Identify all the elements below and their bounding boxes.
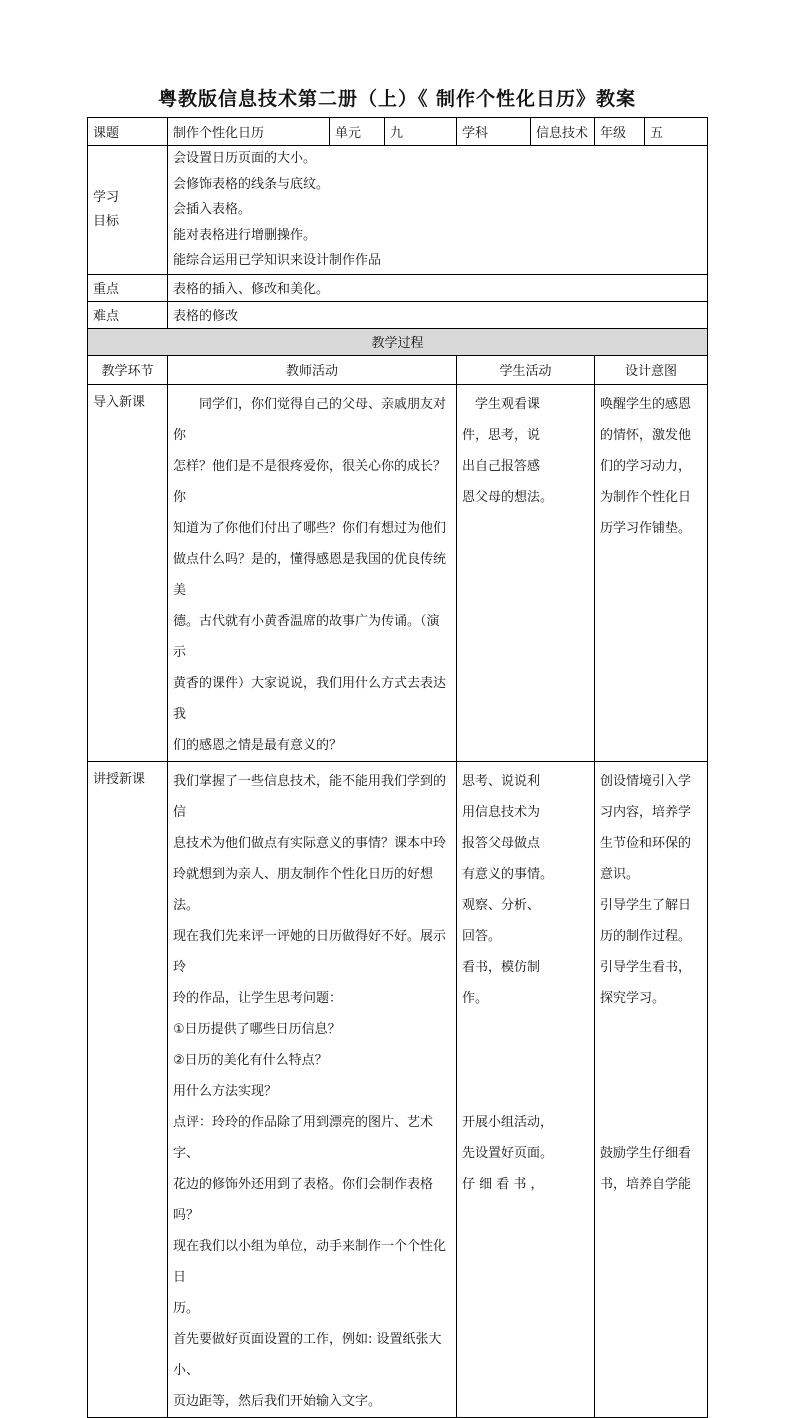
intro-student-activity [457, 384, 595, 761]
teach-student-activity [457, 761, 595, 1417]
objective-item: 能对表格进行增删操作。 [173, 227, 317, 243]
difficulty-row [88, 301, 708, 328]
text-line: 件，思考，说 [462, 427, 541, 443]
intro-design-intent [595, 384, 708, 761]
text-line: 首先要做好页面设置的工作，例如: 设置纸张大小、 [173, 1331, 442, 1378]
text-line: 生节俭和环保的 [600, 835, 692, 851]
text-line: 花边的修饰外还用到了表格。你们会制作表格吗？ [173, 1176, 434, 1223]
text-line: 出自己报答感 [462, 458, 541, 474]
info-row [88, 118, 708, 146]
course-value: 制作个性化日历 [168, 118, 330, 146]
text-line: 恩父母的想法。 [462, 489, 554, 505]
header-stage: 教学环节 [88, 355, 168, 384]
text-line: 习内容，培养学 [600, 804, 692, 820]
text-line: 们的感恩之情是最有意义的？ [173, 737, 343, 753]
text-line: 书，培养自学能 [600, 1176, 692, 1192]
text-line: 探究学习。 [600, 990, 666, 1006]
objective-item: 会设置日历页面的大小。 [173, 151, 317, 166]
text-line: 鼓励学生仔细看 [600, 1145, 692, 1161]
text-line: 仔 细 看 书 ， [462, 1176, 544, 1192]
text-line: 玲的作品，让学生思考问题： [173, 990, 343, 1006]
teach-design-intent [595, 761, 708, 1417]
text-line: 页边距等，然后我们开始输入文字。 [173, 1393, 382, 1409]
grade-label: 年级 [595, 118, 645, 146]
text-line: 引导学生看书， [600, 959, 692, 975]
objectives-row [88, 146, 708, 275]
text-line: 我们掌握了一些信息技术，能不能用我们学到的信 [173, 773, 447, 820]
objectives-label [88, 146, 168, 275]
text-line: 同学们，你们觉得自己的父母、亲戚朋友对你 [173, 396, 447, 443]
text-line: 现在我们先来评一评她的日历做得好不好。展示玲 [173, 928, 447, 975]
text-line: 历学习作铺垫。 [600, 520, 692, 536]
objective-item: 会插入表格。 [173, 202, 252, 217]
text-line: 思考、说说利 [462, 773, 541, 789]
key-point-label: 重点 [88, 274, 168, 301]
text-line: 做点什么吗？是的，懂得感恩是我国的优良传统美 [173, 551, 447, 598]
course-label: 课题 [88, 118, 168, 146]
column-header-row [88, 355, 708, 384]
unit-value: 九 [385, 118, 457, 146]
objectives-list [168, 146, 708, 275]
teach-teacher-activity [168, 761, 457, 1417]
objective-item: 能综合运用已学知识来设计制作作品 [173, 253, 382, 268]
difficulty-text: 表格的修改 [168, 301, 708, 328]
text-line: 学生观看课 [475, 396, 541, 412]
text-line: 唤醒学生的感恩 [600, 396, 692, 412]
text-line: 们的学习动力， [600, 458, 692, 474]
text-line: 用什么方法实现？ [173, 1083, 278, 1099]
text-line: 息技术为他们做点有实际意义的事情？课本中玲 [173, 835, 447, 851]
text-line: 看书，模仿制 [462, 959, 541, 975]
text-line: 知道为了你他们付出了哪些？你们有想过为他们 [173, 520, 447, 536]
key-point-row [88, 274, 708, 301]
text-line: 观察、分析、 [462, 897, 541, 913]
text-line: 意识。 [600, 866, 640, 882]
intro-row [88, 384, 708, 761]
teach-stage: 讲授新课 [88, 761, 168, 1417]
process-title: 教学过程 [88, 328, 708, 355]
objectives-label-line2: 目标 [93, 213, 120, 229]
text-line: 有意义的事情。 [462, 866, 554, 882]
text-line: ①日历提供了哪些日历信息？ [173, 1021, 341, 1037]
text-line: 回答。 [462, 928, 502, 944]
header-design: 设计意图 [595, 355, 708, 384]
intro-stage: 导入新课 [88, 384, 168, 761]
header-student: 学生活动 [457, 355, 595, 384]
text-line: 为制作个性化日 [600, 489, 692, 505]
text-line: ②日历的美化有什么特点？ [173, 1052, 328, 1068]
process-title-row [88, 328, 708, 355]
text-line: 开展小组活动， [462, 1114, 554, 1130]
grade-value: 五 [645, 118, 708, 146]
text-line: 报答父母做点 [462, 835, 541, 851]
key-point-text: 表格的插入、修改和美化。 [168, 274, 708, 301]
text-line: 现在我们以小组为单位，动手来制作一个个性化日 [173, 1238, 447, 1285]
text-line: 用信息技术为 [462, 804, 541, 820]
intro-teacher-activity [168, 384, 457, 761]
teach-row [88, 761, 708, 1417]
unit-label: 单元 [330, 118, 385, 146]
text-line: 怎样？他们是不是很疼爱你，很关心你的成长？你 [173, 458, 447, 505]
text-line: 创设情境引入学 [600, 773, 692, 789]
text-line: 引导学生了解日 [600, 897, 692, 913]
text-line: 点评：玲玲的作品除了用到漂亮的图片、艺术字、 [173, 1114, 434, 1161]
difficulty-label: 难点 [88, 301, 168, 328]
subject-label: 学科 [457, 118, 531, 146]
text-line: 德。古代就有小黄香温席的故事广为传诵。（演示 [173, 613, 440, 660]
spacer [600, 1014, 702, 1138]
document-title: 粤教版信息技术第二册（上）《 制作个性化日历》教案 [157, 88, 637, 110]
text-line: 先设置好页面。 [462, 1145, 554, 1161]
objectives-label-line1: 学习 [93, 189, 120, 205]
lesson-plan-table [87, 117, 708, 1418]
text-line: 玲就想到为亲人、朋友制作个性化日历的好想法。 [173, 866, 434, 913]
spacer [462, 1014, 589, 1107]
text-line: 历。 [173, 1300, 200, 1316]
text-line: 的情怀，激发他 [600, 427, 692, 443]
text-line: 黄香的课件）大家说说，我们用什么方式去表达我 [173, 675, 447, 722]
text-line: 历的制作过程。 [600, 928, 692, 944]
subject-value: 信息技术 [531, 118, 595, 146]
objective-item: 会修饰表格的线条与底纹。 [173, 176, 330, 192]
header-teacher: 教师活动 [168, 355, 457, 384]
text-line: 作。 [462, 990, 489, 1006]
